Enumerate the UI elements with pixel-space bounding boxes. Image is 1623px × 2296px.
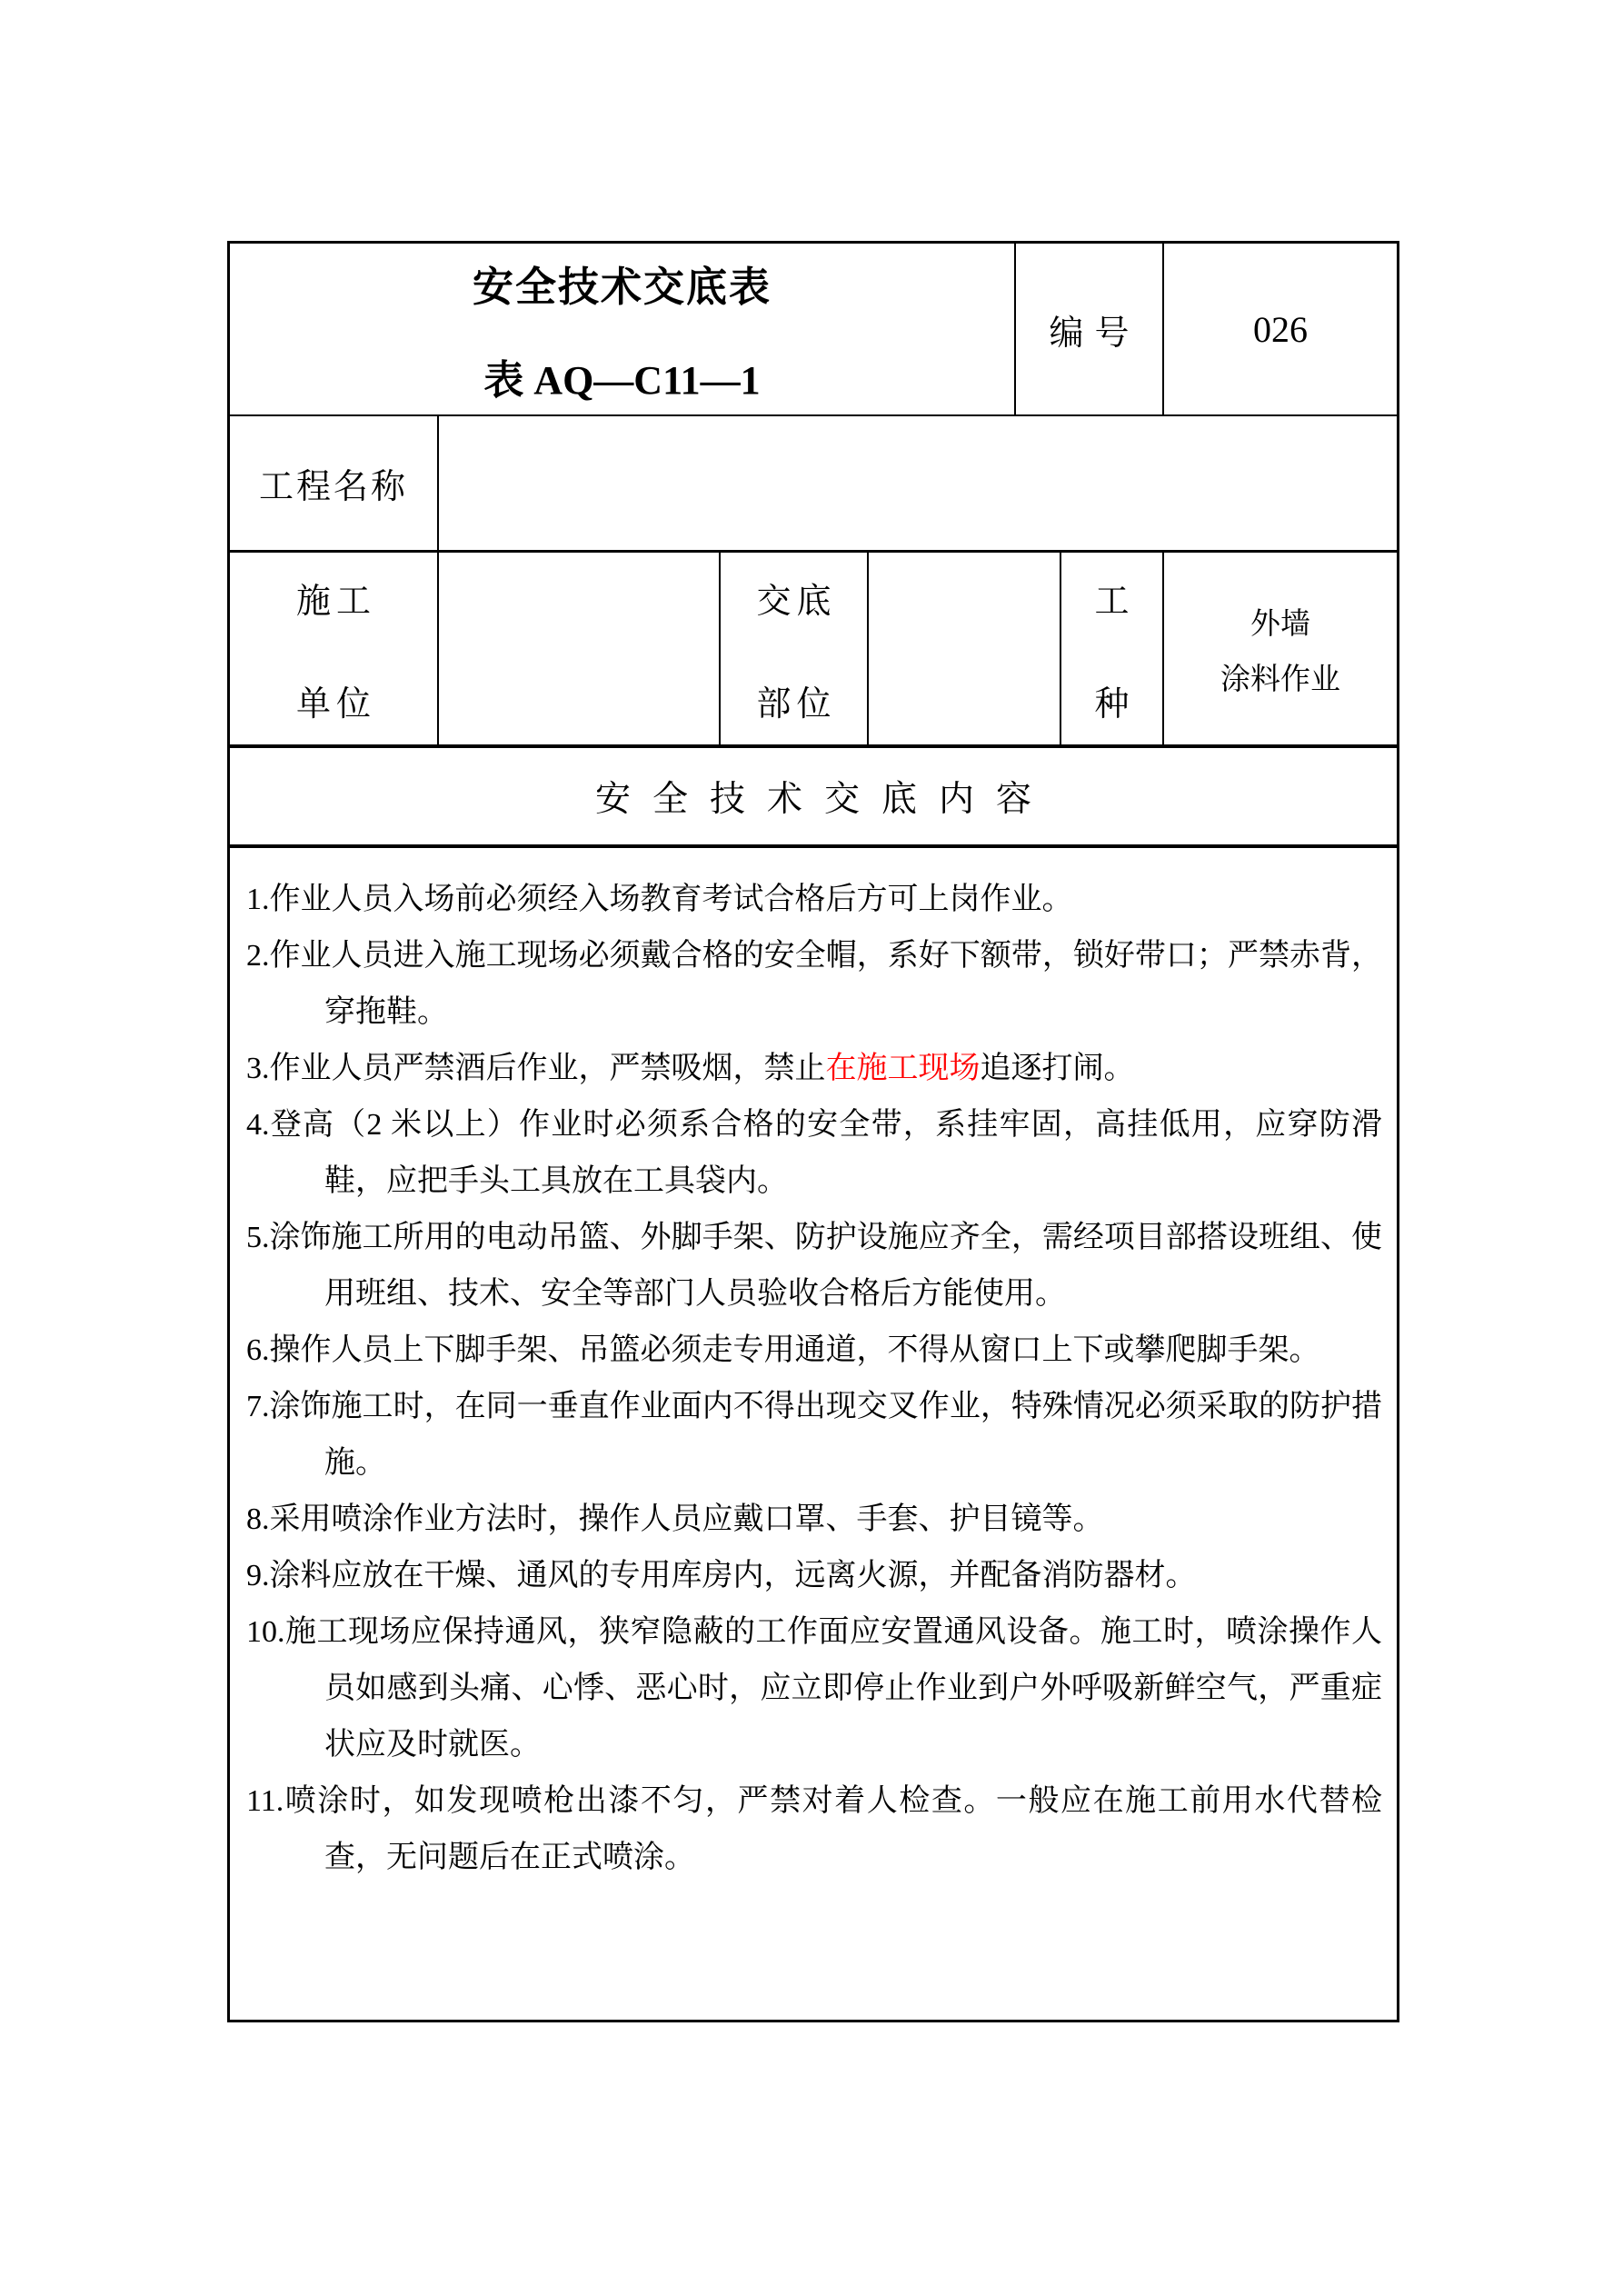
work-type-label-line1: 工 (1094, 582, 1135, 621)
item-number: 2. (246, 939, 270, 973)
item-text: 采用喷涂作业方法时，操作人员应戴口罩、手套、护目镜等。 (269, 1502, 1104, 1536)
item-number: 10. (246, 1615, 285, 1649)
item-text: 涂料应放在干燥、通风的专用库房内，远离火源，并配备消防器材。 (269, 1559, 1197, 1592)
work-type-label (1061, 553, 1164, 744)
item-text: 追逐打闹。 (980, 1052, 1135, 1085)
form-code: 表 AQ—C11—1 (483, 357, 761, 403)
content-header: 安全技术交底内容 (230, 748, 1397, 848)
disclosure-part-label-line2: 部位 (756, 684, 837, 724)
item-text: 操作人员上下脚手架、吊篮必须走专用通道，不得从窗口上下或攀爬脚手架。 (269, 1333, 1320, 1367)
content-item (246, 1097, 1382, 1210)
content-item (246, 1604, 1382, 1773)
item-number: 4. (246, 1108, 270, 1142)
item-text: 作业人员进入施工现场必须戴合格的安全帽，系好下额带，锁好带口；严禁赤背，穿拖鞋。 (269, 939, 1382, 1029)
item-number: 9. (246, 1559, 270, 1592)
content-item (246, 1041, 1382, 1097)
work-type-value (1164, 553, 1397, 744)
disclosure-part-label-line1: 交底 (756, 582, 837, 621)
work-type-label-line2: 种 (1094, 684, 1135, 724)
item-number: 11. (246, 1784, 284, 1818)
project-name-value (439, 416, 1397, 550)
content-item (246, 872, 1382, 928)
title-cell (230, 244, 1016, 414)
content-item (246, 1379, 1382, 1492)
header-row (230, 244, 1397, 416)
disclosure-part-value (869, 553, 1061, 744)
work-type-value-line1: 外墙 (1250, 607, 1310, 641)
construction-unit-value (439, 553, 721, 744)
content-item (246, 1210, 1382, 1323)
item-number: 7. (246, 1390, 270, 1423)
construction-unit-label-line1: 施工 (295, 582, 376, 621)
item-text: 施工现场应保持通风，狭窄隐蔽的工作面应安置通风设备。施工时，喷涂操作人员如感到头痛、心悸、恶心时，应立即停止作业到户外呼吸新鲜空气，严重症状应及时就医。 (284, 1615, 1382, 1762)
item-text: 作业人员入场前必须经入场教育考试合格后方可上岗作业。 (269, 883, 1073, 916)
content-item (246, 1492, 1382, 1548)
item-text: 登高（2 米以上）作业时必须系合格的安全带，系挂牢固，高挂低用，应穿防滑鞋，应把手头工具放在工具袋内。 (269, 1108, 1382, 1198)
item-number: 3. (246, 1052, 270, 1085)
work-type-value-line2: 涂料作业 (1220, 663, 1340, 696)
item-text: 涂饰施工时，在同一垂直作业面内不得出现交叉作业，特殊情况必须采取的防护措施。 (269, 1390, 1382, 1480)
content-body (230, 848, 1397, 2020)
form-title: 安全技术交底表 (472, 264, 772, 310)
item-number: 8. (246, 1502, 270, 1536)
unit-row (230, 553, 1397, 748)
content-item (246, 1323, 1382, 1379)
content-item (246, 1773, 1382, 1886)
item-number: 5. (246, 1221, 270, 1254)
content-item (246, 928, 1382, 1041)
serial-label: 编号 (1016, 244, 1164, 414)
item-text: 涂饰施工所用的电动吊篮、外脚手架、防护设施应齐全，需经项目部搭设班组、使用班组、技术、安全等部门人员验收合格后方能使用。 (269, 1221, 1382, 1311)
serial-value: 026 (1253, 308, 1308, 350)
construction-unit-label (230, 553, 439, 744)
safety-disclosure-form (227, 241, 1399, 2022)
content-item (246, 1548, 1382, 1604)
item-text: 作业人员严禁酒后作业，严禁吸烟，禁止 (269, 1052, 826, 1085)
construction-unit-label-line2: 单位 (295, 684, 376, 724)
item-number: 6. (246, 1333, 270, 1367)
project-name-label: 工程名称 (230, 416, 439, 550)
item-number: 1. (246, 883, 270, 916)
item-text: 喷涂时，如发现喷枪出漆不匀，严禁对着人检查。一般应在施工前用水代替检查，无问题后在正式喷涂。 (284, 1784, 1382, 1874)
item-text-highlight: 在施工现场 (825, 1052, 981, 1085)
disclosure-part-label (721, 553, 869, 744)
project-name-row (230, 416, 1397, 553)
